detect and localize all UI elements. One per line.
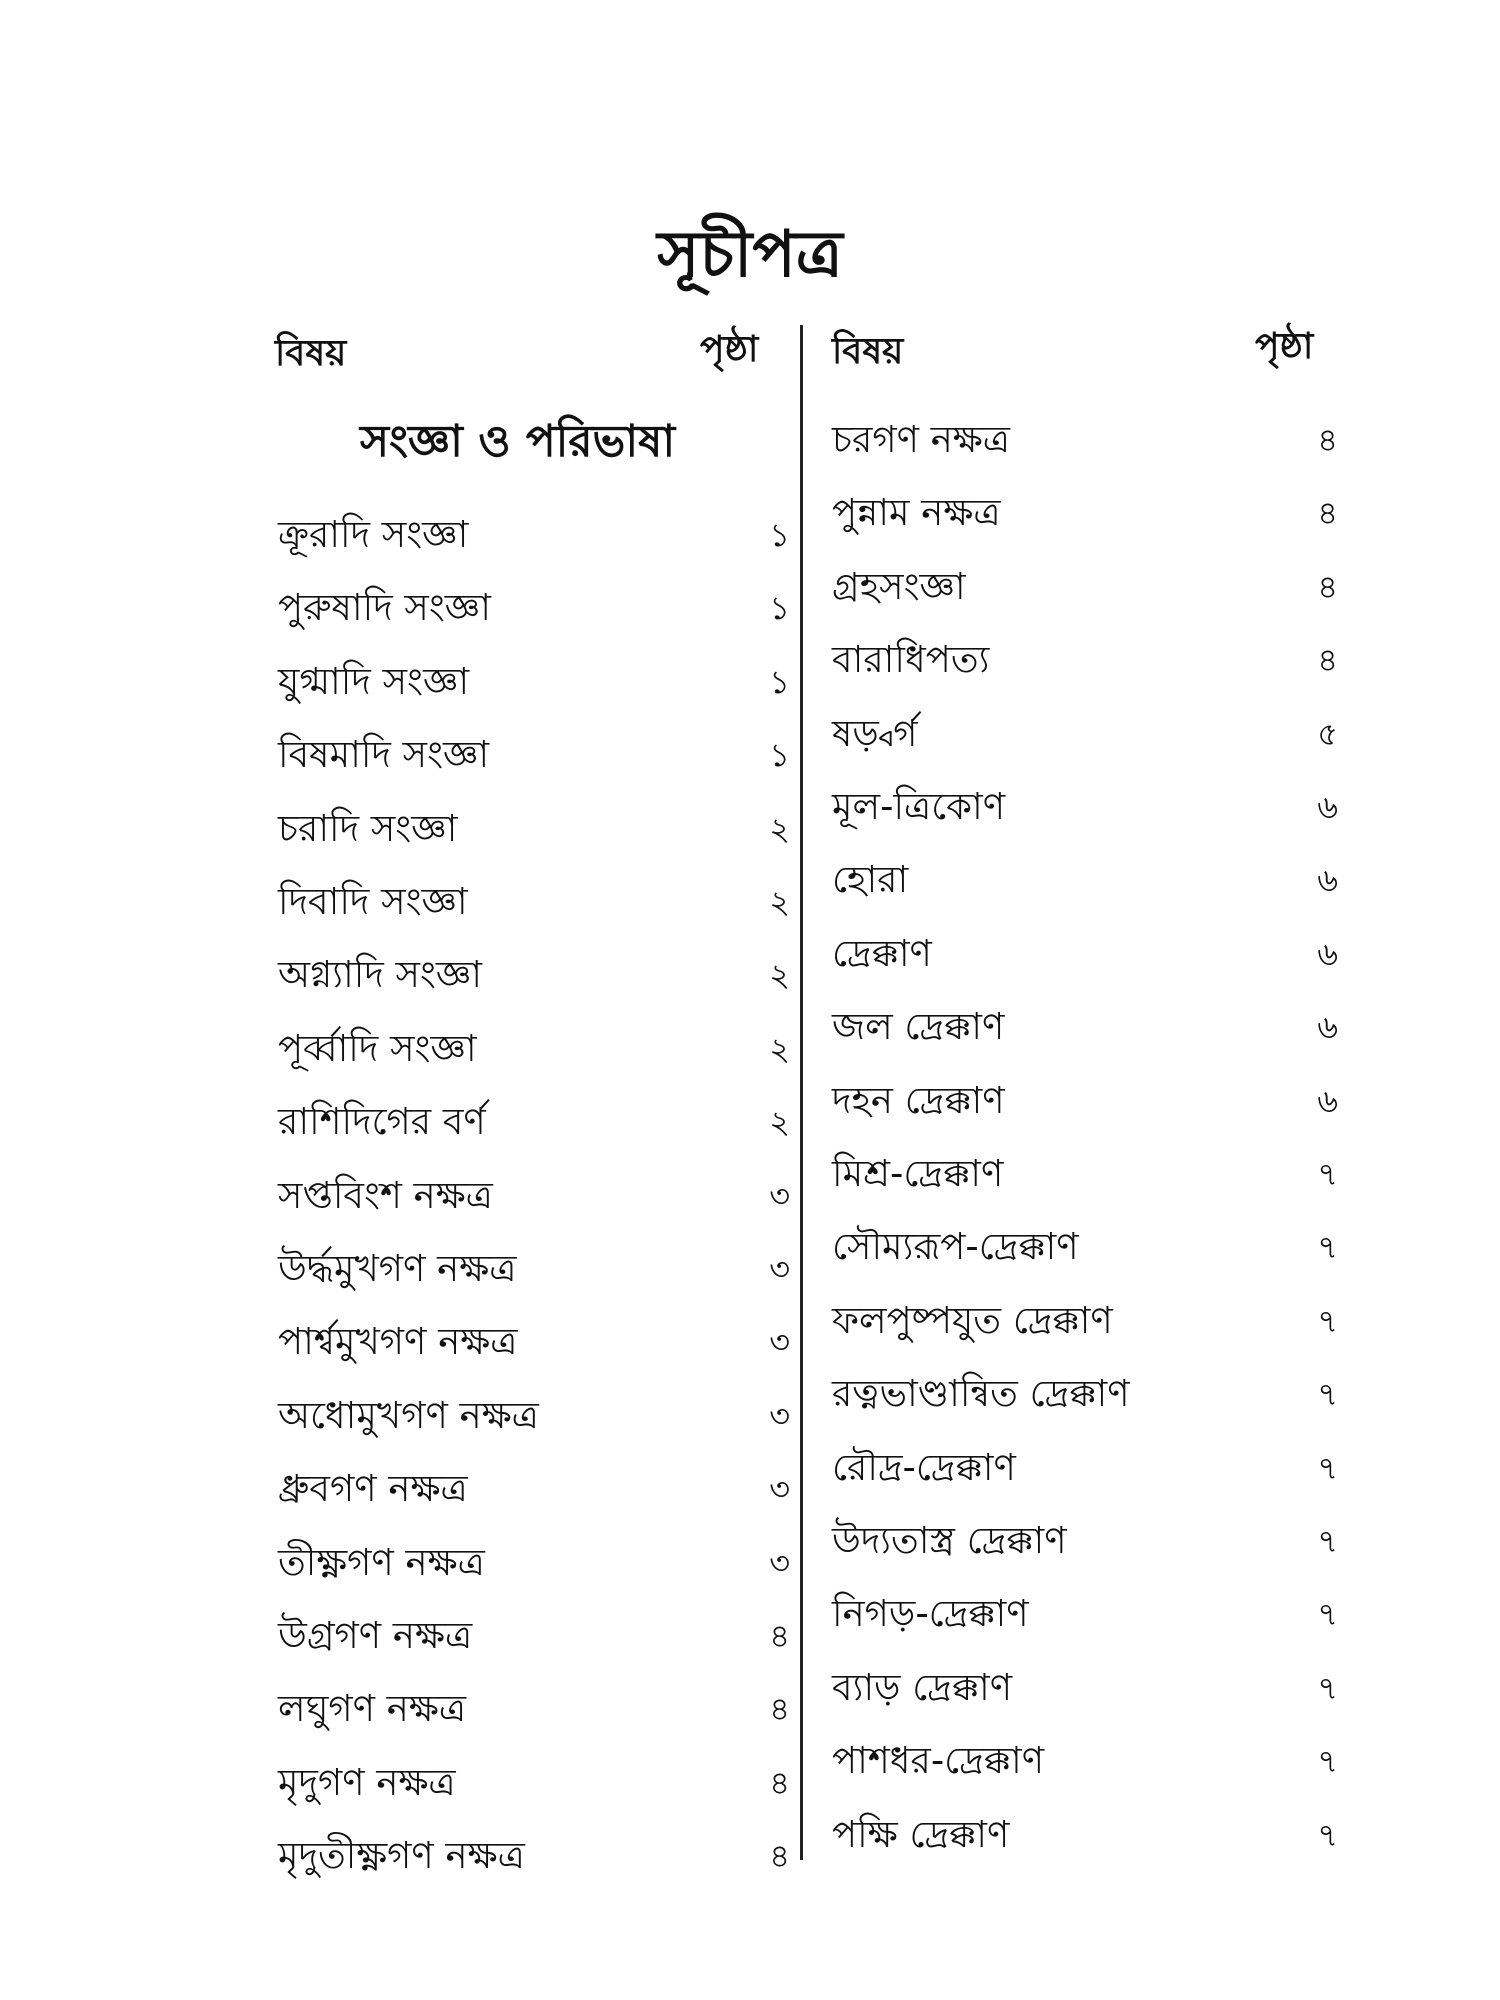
entry-label: রৌদ্র-দ্রেক্কাণ <box>832 1445 1016 1489</box>
entry-page-number: ৪ <box>769 1690 790 1729</box>
entry-page-number: ৪ <box>1317 421 1338 459</box>
entry-page-number: ২ <box>769 1103 790 1142</box>
entry-page-number: ২ <box>769 1029 790 1068</box>
entry-label: বিষমাদি সংজ্ঞা <box>278 733 490 777</box>
entry-page-number: ২ <box>769 809 790 848</box>
left-subject-header: বিষয় <box>275 333 347 374</box>
entry-page-number: ৫ <box>1317 714 1338 753</box>
entry-page-number: ৩ <box>769 1543 790 1582</box>
entry-label: পক্ষি দ্রেক্কাণ <box>832 1812 1010 1856</box>
entry-label: উর্দ্ধমুখগণ নক্ষত্র <box>278 1247 517 1290</box>
entry-page-number: ২ <box>769 883 790 921</box>
entry-label: দহন দ্রেক্কাণ <box>832 1078 1005 1122</box>
entry-page-number: ৭ <box>1317 1155 1338 1193</box>
entry-page-number: ৭ <box>1317 1742 1338 1781</box>
entry-page-number: ৭ <box>1317 1375 1338 1414</box>
left-page-header: পৃষ্ঠা <box>700 329 759 370</box>
entry-page-number: ৭ <box>1317 1228 1338 1267</box>
right-subject-header: বিষয় <box>832 331 904 372</box>
entry-label: উগ্রগণ নক্ষত্র <box>278 1614 473 1657</box>
entry-page-number: ৩ <box>769 1323 790 1362</box>
entry-label: ফলপুষ্পযুত দ্রেক্কাণ <box>832 1298 1113 1342</box>
entry-page-number: ৭ <box>1317 1815 1338 1854</box>
entry-page-number: ৭ <box>1317 1301 1338 1340</box>
entry-label: সপ্তবিংশ নক্ষত্র <box>278 1173 493 1217</box>
entry-page-number: ৪ <box>769 1763 790 1802</box>
entry-label: বারাধিপত্য <box>832 638 990 682</box>
entry-page-number: ৪ <box>769 1617 790 1655</box>
entry-page-number: ৬ <box>1317 861 1338 900</box>
entry-label: ক্রূরাদি সংজ্ঞা <box>278 513 469 556</box>
entry-label: ব্যাড় দ্রেক্কাণ <box>832 1665 1013 1709</box>
entry-label: পূর্ব্বাদি সংজ্ঞা <box>278 1026 477 1070</box>
entry-label: মিশ্র-দ্রেক্কাণ <box>832 1152 1004 1195</box>
page-title: সূচীপত্র <box>657 218 843 292</box>
entry-label: চরগণ নক্ষত্র <box>832 418 1010 461</box>
entry-label: তীক্ষ্ণগণ নক্ষত্র <box>278 1540 485 1584</box>
entry-label: পার্শ্বমুখগণ নক্ষত্র <box>278 1320 518 1364</box>
entry-page-number: ৭ <box>1317 1448 1338 1487</box>
entry-page-number: ১ <box>769 589 790 628</box>
entry-label: চরাদি সংজ্ঞা <box>278 806 458 850</box>
entry-label: দ্রেক্কাণ <box>832 931 932 975</box>
section-heading: সংজ্ঞা ও পরিভাষা <box>360 416 676 467</box>
entry-page-number: ৬ <box>1317 1008 1338 1047</box>
entry-label: রত্নভাণ্ডান্বিত দ্রেক্কাণ <box>832 1372 1130 1416</box>
entry-label: পাশধর-দ্রেক্কাণ <box>832 1739 1045 1783</box>
entry-page-number: ২ <box>769 956 790 995</box>
entry-label: অধোমুখগণ নক্ষত্র <box>278 1393 539 1437</box>
entry-label: রাশিদিগের বর্ণ <box>278 1100 486 1144</box>
entry-label: যুগ্মাদি সংজ্ঞা <box>278 659 470 703</box>
entry-label: মৃদুগণ নক্ষত্র <box>278 1760 456 1804</box>
entry-page-number: ৭ <box>1317 1522 1338 1560</box>
entry-label: লঘুগণ নক্ষত্র <box>278 1687 467 1731</box>
entry-label: মূল-ত্রিকোণ <box>832 785 1006 828</box>
entry-page-number: ৭ <box>1317 1595 1338 1634</box>
entry-label: অগ্ন্যাদি সংজ্ঞা <box>278 953 483 997</box>
entry-label: পুন্নাম নক্ষত্র <box>832 491 1001 535</box>
entry-page-number: ৪ <box>1317 567 1338 606</box>
entry-page-number: ৩ <box>769 1396 790 1435</box>
entry-label: মৃদুতীক্ষ্ণগণ নক্ষত্র <box>278 1834 525 1878</box>
column-divider <box>800 325 803 1860</box>
entry-label: ষড়্বর্গ <box>832 711 918 755</box>
entry-page-number: ৩ <box>769 1470 790 1509</box>
entry-page-number: ১ <box>769 516 790 554</box>
entry-page-number: ৪ <box>1317 641 1338 680</box>
entry-page-number: ৩ <box>769 1176 790 1215</box>
entry-page-number: ৪ <box>1317 494 1338 533</box>
entry-page-number: ১ <box>769 736 790 775</box>
right-page-header: পৃষ্ঠা <box>1255 326 1314 367</box>
entry-label: হোরা <box>832 858 909 902</box>
entry-page-number: ৬ <box>1317 1081 1338 1120</box>
entry-label: উদ্যতাস্ত্র দ্রেক্কাণ <box>832 1519 1067 1562</box>
entry-label: সৌম্যরূপ-দ্রেক্কাণ <box>832 1225 1079 1269</box>
entry-page-number: ৪ <box>769 1837 790 1876</box>
entry-label: নিগড়-দ্রেক্কাণ <box>832 1592 1029 1636</box>
entry-label: জল দ্রেক্কাণ <box>832 1005 1005 1049</box>
entry-page-number: ৩ <box>769 1250 790 1288</box>
entry-page-number: ৬ <box>1317 934 1338 973</box>
entry-label: গ্রহসংজ্ঞা <box>832 564 966 608</box>
entry-label: পুরুষাদি সংজ্ঞা <box>278 586 491 630</box>
entry-label: দিবাদি সংজ্ঞা <box>278 880 468 923</box>
entry-page-number: ১ <box>769 662 790 701</box>
entry-page-number: ৭ <box>1317 1668 1338 1707</box>
entry-label: ধ্রুবগণ নক্ষত্র <box>278 1467 468 1511</box>
entry-page-number: ৬ <box>1317 788 1338 826</box>
